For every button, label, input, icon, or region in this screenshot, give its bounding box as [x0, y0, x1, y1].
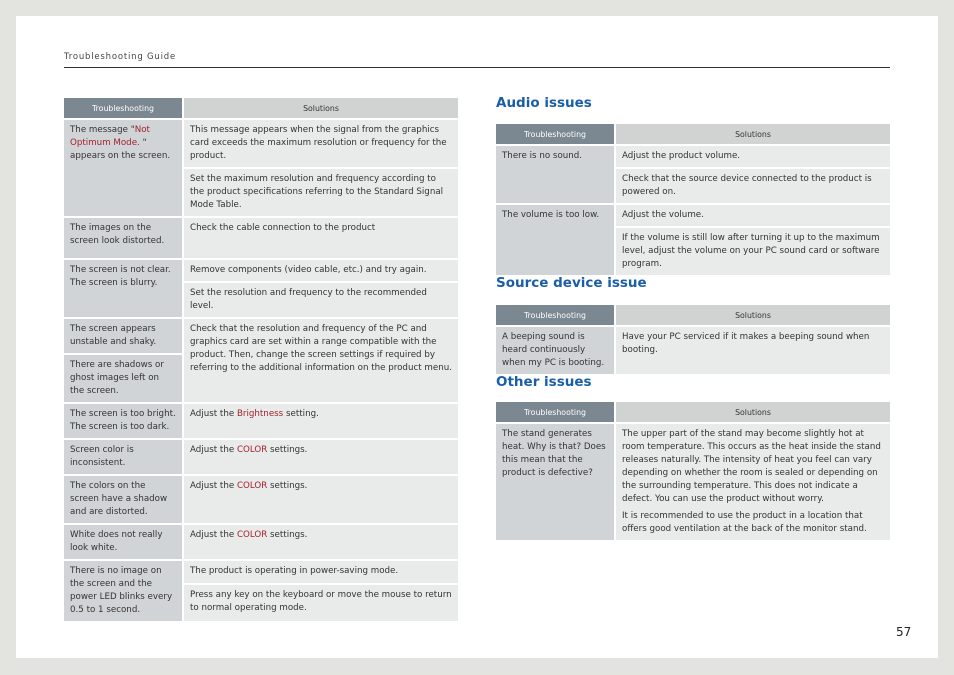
section-title-other: Other issues — [496, 374, 592, 390]
solution-cell: This message appears when the signal from the graphics card exceeds the maximum resolution or frequency for the product. — [184, 120, 458, 167]
table-row — [496, 146, 890, 167]
running-header: Troubleshooting Guide — [64, 52, 176, 62]
col-header-troubleshooting: Troubleshooting — [64, 98, 182, 118]
problem-cell: The images on the screen look distorted. — [64, 218, 182, 258]
section-title-audio: Audio issues — [496, 95, 592, 111]
audio-issues-table — [494, 122, 892, 277]
col-header-troubleshooting: Troubleshooting — [496, 305, 614, 325]
table-header-row — [64, 98, 458, 118]
highlight-text: Brightness — [236, 409, 284, 419]
col-header-solutions: Solutions — [616, 402, 890, 422]
col-header-troubleshooting: Troubleshooting — [496, 124, 614, 144]
section-title-source: Source device issue — [496, 275, 647, 291]
problem-cell: There is no sound. — [496, 146, 614, 203]
manual-page — [16, 16, 938, 658]
table-row — [64, 260, 458, 281]
solution-cell — [616, 424, 890, 540]
solution-cell: Have your PC serviced if it makes a beeping sound when booting. — [616, 327, 890, 374]
solution-cell: Check that the source device connected to the product is powered on. — [616, 169, 890, 203]
problem-cell: The colors on the screen have a shadow and are distorted. — [64, 476, 182, 523]
solution-cell: Press any key on the keyboard or move the mouse to return to normal operating mode. — [184, 585, 458, 621]
table-row — [64, 404, 458, 438]
solution-cell: Check the cable connection to the product — [184, 218, 458, 258]
solution-paragraph: The upper part of the stand may become slightly hot at room temperature. This occurs as the heat inside the stand releases naturally. The intensity of heat you feel can vary depending on whether the room is sealed or depending on the surrounding temperature. This does not indicate a defect. You can use the product without worry. — [622, 429, 881, 504]
table-row — [64, 319, 458, 353]
col-header-troubleshooting: Troubleshooting — [496, 402, 614, 422]
solution-cell: Adjust the product volume. — [616, 146, 890, 167]
solution-cell: Set the maximum resolution and frequency according to the product specifications referring to the Standard Signal Mode Table. — [184, 169, 458, 216]
problem-cell: The stand generates heat. Why is that? Does this mean that the product is defective? — [496, 424, 614, 540]
table-row — [64, 525, 458, 559]
col-header-solutions: Solutions — [616, 305, 890, 325]
solution-cell: Adjust the COLOR settings. — [184, 476, 458, 523]
page-number: 57 — [896, 625, 912, 639]
solution-cell: Remove components (video cable, etc.) and try again. — [184, 260, 458, 281]
problem-cell: The screen is not clear. The screen is blurry. — [64, 260, 182, 317]
other-issues-table — [494, 400, 892, 542]
table-header-row — [496, 124, 890, 144]
solution-cell: Adjust the COLOR settings. — [184, 440, 458, 474]
table-row — [496, 205, 890, 226]
highlight-text: Not Optimum Mode. — [70, 125, 150, 148]
highlight-text: COLOR — [236, 481, 268, 491]
problem-cell: A beeping sound is heard continuously when my PC is booting. — [496, 327, 614, 374]
solution-cell: If the volume is still low after turning it up to the maximum level, adjust the volume on your PC sound card or software program. — [616, 228, 890, 275]
table-row — [64, 218, 458, 258]
table-header-row — [496, 402, 890, 422]
problem-cell: There are shadows or ghost images left on the screen. — [64, 355, 182, 402]
solution-cell: Adjust the COLOR settings. — [184, 525, 458, 559]
table-row — [64, 120, 458, 167]
problem-cell: The screen is too bright. The screen is too dark. — [64, 404, 182, 438]
problem-cell: There is no image on the screen and the power LED blinks every 0.5 to 1 second. — [64, 561, 182, 621]
col-header-solutions: Solutions — [184, 98, 458, 118]
problem-cell: The screen appears unstable and shaky. — [64, 319, 182, 353]
highlight-text: COLOR — [236, 445, 268, 455]
table-row — [64, 440, 458, 474]
solution-cell: Adjust the Brightness setting. — [184, 404, 458, 438]
solution-cell: Adjust the volume. — [616, 205, 890, 226]
solution-cell: Check that the resolution and frequency of the PC and graphics card are set within a range compatible with the product. Then, change the screen settings if required by referring to the additional information on the product menu. — [184, 319, 458, 402]
solution-cell: The product is operating in power-saving mode. — [184, 561, 458, 583]
highlight-text: COLOR — [236, 530, 268, 540]
problem-cell: The message "Not Optimum Mode. " appears on the screen. — [64, 120, 182, 216]
problem-cell: The volume is too low. — [496, 205, 614, 275]
table-header-row — [496, 305, 890, 325]
problem-cell: White does not really look white. — [64, 525, 182, 559]
solution-cell: Set the resolution and frequency to the recommended level. — [184, 283, 458, 317]
table-row — [496, 327, 890, 374]
table-row — [496, 424, 890, 540]
solution-paragraph: It is recommended to use the product in a location that offers good ventilation at the back of the monitor stand. — [622, 511, 867, 534]
problem-cell: Screen color is inconsistent. — [64, 440, 182, 474]
table-row — [64, 476, 458, 523]
display-troubleshooting-table — [62, 96, 460, 623]
source-device-table — [494, 303, 892, 376]
table-row — [64, 561, 458, 583]
header-rule — [64, 67, 890, 68]
col-header-solutions: Solutions — [616, 124, 890, 144]
